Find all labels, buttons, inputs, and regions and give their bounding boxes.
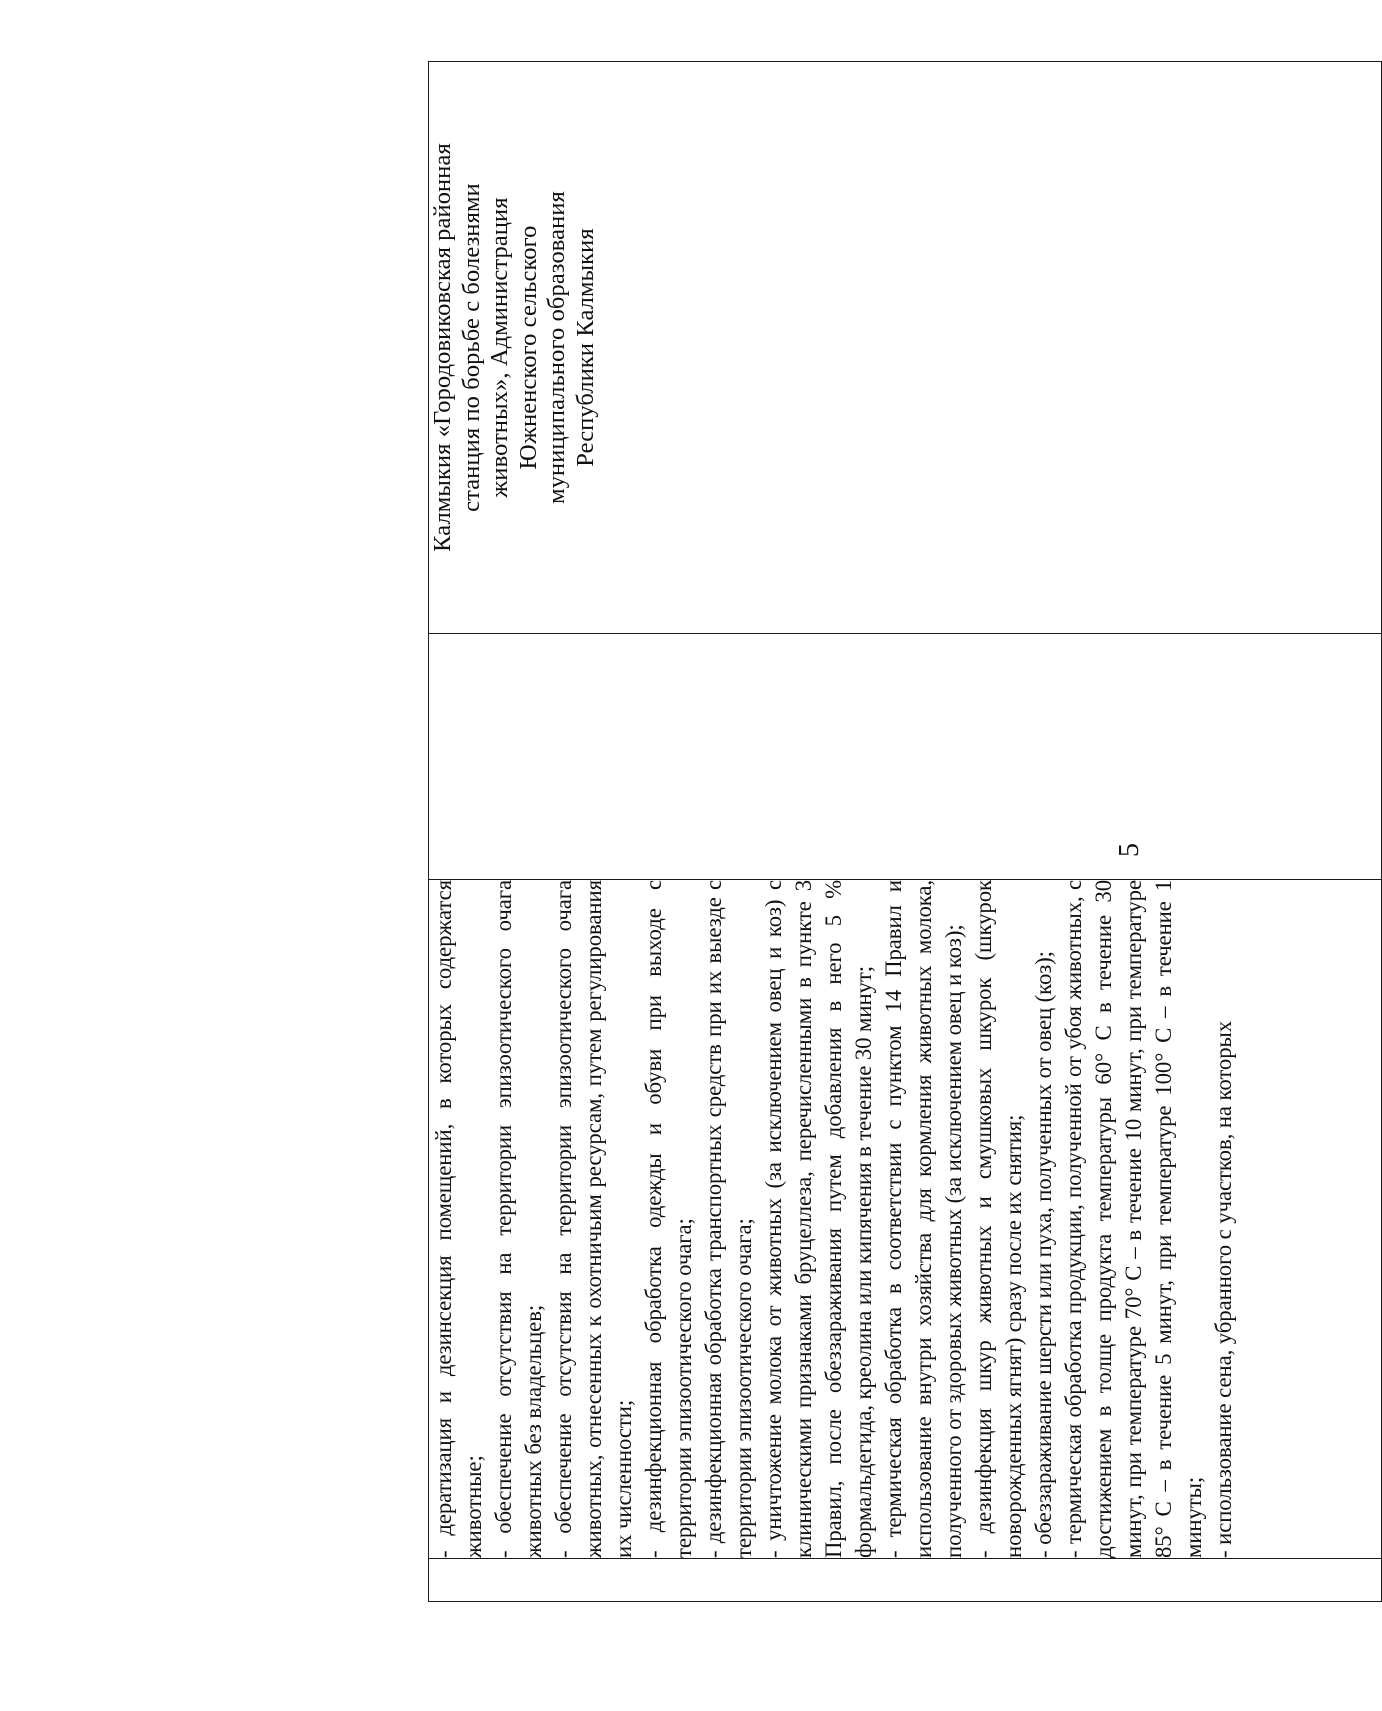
measure-item: - дератизация и дезинсекция помещений, в которых содержатся животные; [431, 880, 486, 1558]
table-row [429, 62, 1382, 1602]
responsible-line: Южненского сельского [514, 225, 542, 470]
responsible-line: Республики Калмыкия [571, 228, 599, 467]
responsible-organizations [429, 62, 600, 633]
page-number: 5 [1114, 843, 1145, 857]
measure-item: - обеспечение отсутствия на территории эпизоотического очага животных без владельцев; [491, 880, 546, 1558]
item-number-cell [429, 1559, 1382, 1602]
rotated-page-content [428, 66, 1382, 1602]
measure-item: - обеспечение отсутствия на территории эпизоотического очага животных, отнесенных к охотничьим ресурсам, путем регулирования их численности; [551, 880, 636, 1558]
measure-item: - дезинфекционная обработка транспортных средств при их выезде с территории эпизоотического очага; [701, 880, 756, 1558]
measure-item: - обеззараживание шерсти или пуха, полученных от овец (коз); [1031, 951, 1056, 1558]
measures-table [428, 61, 1382, 1602]
measure-item: - термическая обработка продукции, полученной от убоя животных, с достижением в толще продукта температуры 60° С в течение 30 минут, при температуре 70° С – в течение 10 минут, при температуре 85° С – в течение 5 минут, при температуре 100° С – в течение 1 минуты; [1061, 880, 1206, 1558]
responsible-cell [429, 62, 1382, 634]
measures-list [429, 880, 1239, 1558]
measures-cell [429, 880, 1382, 1559]
measure-item: - дезинфекционная обработка одежды и обуви при выходе с территории эпизоотического очага; [641, 880, 696, 1558]
responsible-line: Калмыкия «Городовиковская районная [429, 143, 456, 552]
measure-item: - дезинфекция шкур животных и смушковых шкурок (шкурок новорожденных ягнят) сразу после их снятия; [971, 880, 1026, 1558]
deadline-cell [429, 634, 1382, 880]
measure-item: - уничтожение молока от животных (за исключением овец и коз) с клиническими признаками бруцеллеза, перечисленными в пункте 3 Правил, после обеззараживания путем добавления в него 5 % формальдегида, креолина или кипячения в течение 30 минут; [761, 880, 876, 1558]
responsible-line: станция по борьбе с болезнями [457, 183, 485, 512]
responsible-line: животных», Администрация [486, 197, 513, 498]
measure-item: - термическая обработка в соответствии с пунктом 14 Правил и использование внутри хозяйства для кормления животных молока, полученного от здоровых животных (за исключением овец и коз); [881, 880, 966, 1558]
responsible-line: муниципального образования [543, 191, 570, 504]
measure-item: - использование сена, убранного с участков, на которых [1211, 1020, 1236, 1558]
